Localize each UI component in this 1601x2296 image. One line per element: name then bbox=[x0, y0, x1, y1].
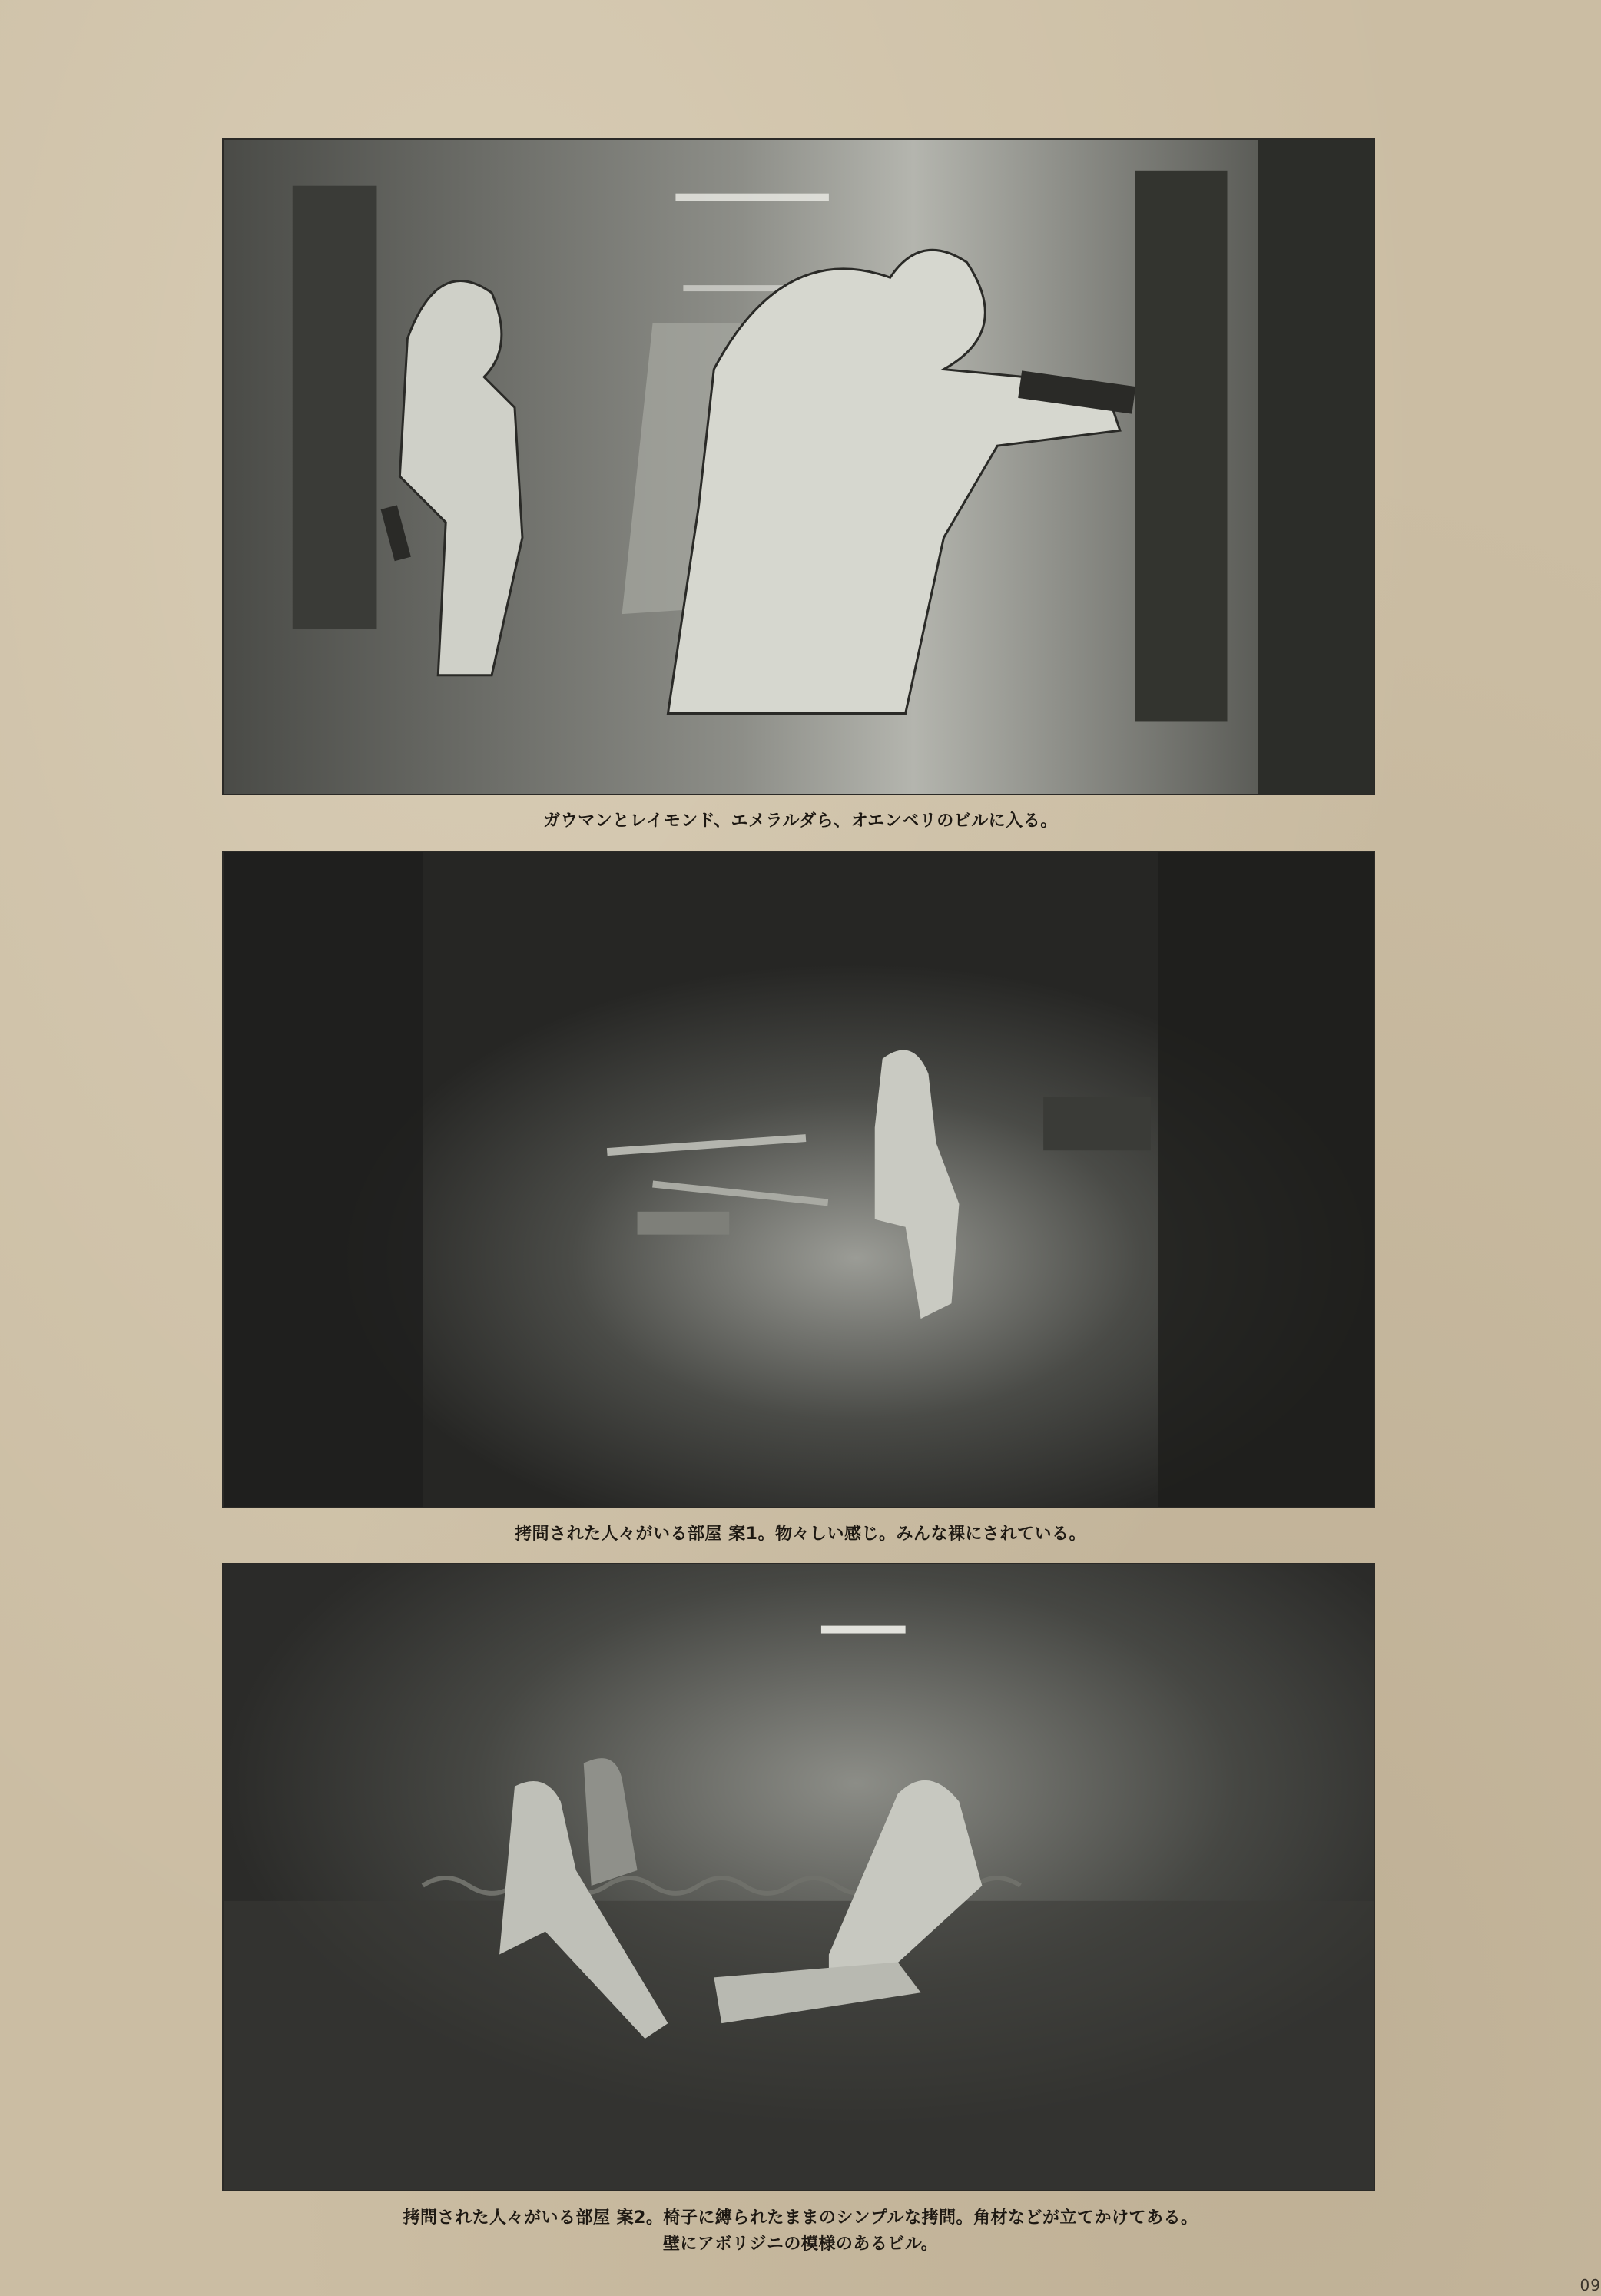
panel-3-caption-line-2: 壁にアボリジニの模様のあるビル。 bbox=[662, 2235, 939, 2254]
page-number: 09 bbox=[1579, 2276, 1601, 2294]
storyboard-panel-2 bbox=[222, 851, 1375, 1508]
panel-3-caption bbox=[0, 2205, 1601, 2258]
storyboard-panel-1 bbox=[222, 138, 1375, 795]
panel-1-caption: ガウマンとレイモンド、エメラルダら、オエンベリのビルに入る。 bbox=[543, 811, 1058, 831]
dark-room-illustration bbox=[224, 852, 1374, 1507]
chair-room-illustration bbox=[224, 1564, 1374, 2190]
panel-2-caption: 拷問された人々がいる部屋 案1。物々しい感じ。みんな裸にされている。 bbox=[515, 1525, 1086, 1544]
corridor-illustration bbox=[224, 140, 1374, 794]
panel-3-caption-line-1: 拷問された人々がいる部屋 案2。椅子に縛られたままのシンプルな拷問。角材などが立てかけてある。 bbox=[403, 2208, 1198, 2228]
storyboard-panel-3 bbox=[222, 1563, 1375, 2191]
